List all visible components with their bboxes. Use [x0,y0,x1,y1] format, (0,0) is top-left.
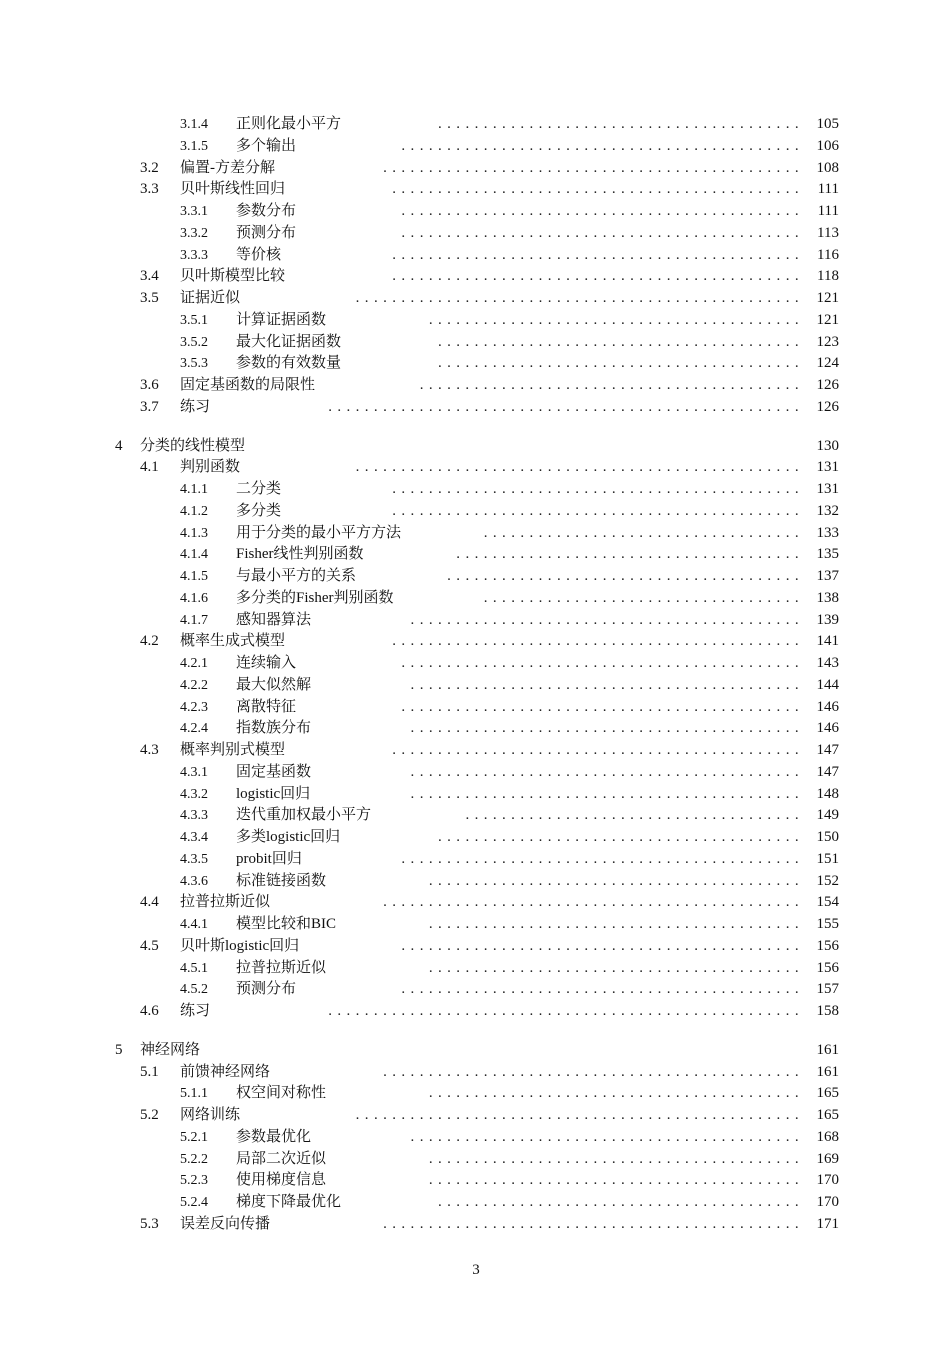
toc-section-entry[interactable] [0,397,952,419]
toc-entry-number: 3.7 [140,398,159,415]
toc-entry-number: 5.2.4 [180,1195,208,1210]
toc-section-entry[interactable] [0,1001,952,1023]
toc-entry-number: 3.4 [140,268,159,285]
toc-entry-page: 116 [817,246,839,263]
toc-dot-leader: ........................................ [438,1194,804,1210]
toc-entry-title: 概率判别式模型 [180,742,286,758]
toc-entry-title: 误差反向传播 [180,1215,271,1232]
toc-entry-title: 多分类 [236,502,282,519]
toc-entry-number: 4.4 [140,894,159,911]
toc-entry-title: 等价核 [236,246,282,263]
toc-entry-page: 135 [816,546,839,563]
toc-entry-page: 124 [816,355,839,372]
toc-dot-leader: ................................................. [355,1107,804,1123]
toc-subsection-entry[interactable] [0,245,952,267]
toc-section-entry[interactable] [0,631,952,653]
toc-dot-leader: ............................................. [392,502,804,519]
toc-dot-leader: ...................................... [456,546,804,563]
toc-subsection-entry[interactable] [0,805,952,827]
toc-entry-number: 4.1.1 [180,482,208,497]
toc-entry-number: 4.5.1 [180,960,208,976]
toc-entry-title: 贝叶斯模型比较 [180,268,286,285]
toc-entry-page: 168 [816,1128,839,1145]
toc-dot-leader: .................................................... [328,398,804,415]
toc-dot-leader: ........................................ [438,355,804,372]
toc-entry-title: 多类logistic回归 [236,829,341,845]
toc-subsection-entry[interactable] [0,784,952,806]
toc-dot-leader: ............................................ [401,655,804,671]
toc-entry-page: 126 [816,398,839,415]
toc-entry-page: 148 [816,785,839,802]
toc-entry-title: 概率生成式模型 [180,633,286,650]
toc-entry-title: 使用梯度信息 [236,1172,327,1189]
toc-entry-title: 多分类的Fisher判别函数 [236,589,394,606]
toc-entry-page: 105 [816,116,839,132]
toc-entry-title: logistic回归 [236,785,311,802]
toc-entry-page: 152 [816,872,839,889]
toc-subsection-entry[interactable] [0,1192,952,1214]
toc-entry-page: 171 [816,1215,839,1232]
toc-section-entry[interactable] [0,936,952,958]
toc-subsection-entry[interactable] [0,479,952,501]
toc-entry-page: 156 [816,959,839,976]
toc-entry-title: 权空间对称性 [236,1085,327,1102]
toc-subsection-entry[interactable] [0,610,952,632]
toc-entry-number: 3.5 [140,290,159,306]
toc-section-entry[interactable] [0,740,952,762]
toc-entry-title: 固定基函数 [236,763,312,780]
toc-dot-leader: ........................................ [438,829,804,845]
toc-subsection-entry[interactable] [0,958,952,980]
toc-entry-title: 离散特征 [236,698,297,715]
toc-dot-leader: ........................................... [410,785,804,802]
toc-entry-title: 练习 [180,1003,211,1019]
table-of-contents [0,114,952,1236]
toc-entry-page: 111 [817,203,839,219]
toc-section-entry[interactable] [0,1062,952,1084]
toc-dot-leader: ........................................... [410,611,804,628]
toc-entry-page: 151 [816,850,839,867]
toc-entry-page: 157 [816,981,839,998]
toc-entry-title: 最大化证据函数 [236,333,342,350]
toc-entry-page: 130 [816,437,839,454]
toc-entry-page: 144 [816,676,839,693]
toc-entry-page: 147 [816,742,839,758]
toc-entry-title: 练习 [180,398,211,415]
toc-entry-title: 正则化最小平方 [236,116,342,132]
toc-entry-page: 146 [816,698,839,715]
toc-dot-leader: ....................................... [447,568,804,584]
toc-subsection-entry[interactable] [0,1170,952,1192]
toc-entry-title: 计算证据函数 [236,311,327,328]
toc-dot-leader: ............................................ [401,203,804,219]
toc-dot-leader: ............................................. [392,181,804,198]
toc-entry-number: 3.3 [140,181,159,198]
toc-entry-title: 判别函数 [180,459,241,476]
toc-dot-leader: ................................................. [355,290,804,306]
toc-dot-leader: ............................................. [392,742,804,758]
toc-entry-number: 4.5.2 [180,982,208,998]
toc-entry-number: 3.2 [140,159,159,176]
toc-dot-leader: ......................................... [428,872,804,889]
toc-entry-page: 161 [816,1041,839,1058]
toc-entry-page: 106 [816,137,839,154]
toc-subsection-entry[interactable] [0,523,952,545]
toc-entry-page: 137 [816,568,839,584]
toc-entry-title: 参数分布 [236,203,297,219]
toc-entry-page: 170 [816,1194,839,1210]
toc-entry-number: 3.3.1 [180,204,208,219]
toc-entry-title: 预测分布 [236,224,297,241]
toc-dot-leader: ........................................ [438,116,804,132]
toc-subsection-entry[interactable] [0,310,952,332]
toc-subsection-entry[interactable] [0,588,952,610]
toc-entry-number: 3.3.2 [180,225,208,241]
toc-entry-title: 标准链接函数 [236,872,327,889]
toc-dot-leader: ......................................... [428,916,804,932]
toc-entry-title: 预测分布 [236,981,297,998]
toc-dot-leader: ................................... [483,524,804,541]
toc-entry-title: Fisher线性判别函数 [236,546,364,563]
toc-entry-page: 150 [816,829,839,845]
toc-entry-title: 多个输出 [236,137,297,154]
toc-entry-number: 4.1.2 [180,503,208,519]
toc-dot-leader: ............................................ [401,137,804,154]
toc-entry-title: 证据近似 [180,290,241,306]
toc-dot-leader: ............................................ [401,981,804,998]
toc-entry-number: 4.3 [140,742,159,758]
toc-subsection-entry[interactable] [0,827,952,849]
toc-entry-title: 感知器算法 [236,611,312,628]
toc-entry-title: 前馈神经网络 [180,1063,271,1080]
toc-entry-title: 参数最优化 [236,1128,312,1145]
toc-dot-leader: ......................................... [428,311,804,328]
toc-subsection-entry[interactable] [0,1083,952,1105]
toc-subsection-entry[interactable] [0,1127,952,1149]
toc-entry-number: 4.1.6 [180,590,208,606]
toc-entry-page: 113 [817,224,839,241]
toc-section-entry[interactable] [0,1214,952,1236]
toc-subsection-entry[interactable] [0,849,952,871]
toc-entry-title: 贝叶斯logistic回归 [180,937,300,954]
toc-entry-number: 5.1 [140,1063,159,1080]
toc-entry-number: 5.2 [140,1107,159,1123]
toc-section-entry[interactable] [0,1105,952,1127]
toc-dot-leader: ............................................ [401,698,804,715]
toc-subsection-entry[interactable] [0,675,952,697]
toc-section-entry[interactable] [0,892,952,914]
toc-entry-title: 模型比较和BIC [236,916,337,932]
toc-dot-leader: ............................................. [392,268,804,285]
toc-dot-leader: ............................................ [401,224,804,241]
toc-section-entry[interactable] [0,457,952,479]
toc-entry-page: 118 [817,268,839,285]
toc-dot-leader: .............................................. [383,159,804,176]
toc-entry-number: 4.1.4 [180,547,208,563]
toc-chapter-entry[interactable] [0,1040,952,1062]
toc-entry-page: 131 [816,481,839,497]
toc-subsection-entry[interactable] [0,1149,952,1171]
toc-dot-leader: .......................................... [419,377,804,393]
toc-section-entry[interactable] [0,375,952,397]
toc-subsection-entry[interactable] [0,353,952,375]
toc-entry-title: 神经网络 [140,1041,201,1058]
toc-dot-leader: ..................................... [465,807,804,824]
toc-entry-page: 155 [816,916,839,932]
toc-entry-page: 146 [816,720,839,737]
toc-entry-title: 偏置-方差分解 [180,159,275,176]
toc-entry-number: 4.3.4 [180,830,208,845]
toc-subsection-entry[interactable] [0,136,952,158]
toc-entry-page: 165 [816,1085,839,1102]
toc-subsection-entry[interactable] [0,762,952,784]
toc-entry-number: 5.2.1 [180,1129,208,1145]
toc-entry-number: 5.2.3 [180,1173,208,1189]
toc-dot-leader: ........................................... [410,1128,804,1145]
toc-subsection-entry[interactable] [0,653,952,675]
toc-entry-title: 梯度下降最优化 [236,1194,342,1210]
toc-subsection-entry[interactable] [0,223,952,245]
toc-dot-leader: ................................................. [355,459,804,476]
toc-dot-leader: ......................................... [428,1150,804,1167]
toc-entry-page: 131 [816,459,839,476]
toc-dot-leader: ................................... [483,589,804,606]
toc-dot-leader: ............................................ [401,850,804,867]
toc-entry-page: 121 [816,290,839,306]
toc-entry-page: 143 [816,655,839,671]
toc-dot-leader: .............................................. [383,1215,804,1232]
toc-subsection-entry[interactable] [0,718,952,740]
toc-entry-number: 4.4.1 [180,917,208,932]
toc-entry-number: 4 [115,437,123,454]
toc-entry-page: 156 [816,937,839,954]
toc-entry-title: 最大似然解 [236,676,312,693]
toc-entry-title: 连续输入 [236,655,297,671]
toc-entry-page: 132 [816,502,839,519]
toc-entry-number: 3.6 [140,377,159,393]
toc-entry-page: 133 [816,524,839,541]
toc-dot-leader: ........................................ [438,333,804,350]
toc-entry-title: 拉普拉斯近似 [180,894,271,911]
toc-entry-page: 123 [816,333,839,350]
toc-entry-number: 3.5.3 [180,356,208,372]
toc-entry-title: 分类的线性模型 [140,437,246,454]
toc-entry-number: 4.2.4 [180,721,208,737]
toc-dot-leader: .............................................. [383,1063,804,1080]
toc-entry-number: 5 [115,1041,123,1058]
toc-entry-number: 3.1.5 [180,138,208,154]
toc-entry-title: 用于分类的最小平方方法 [236,524,402,541]
toc-entry-number: 4.3.2 [180,786,208,802]
toc-entry-page: 138 [816,589,839,606]
toc-entry-number: 4.1.5 [180,569,208,584]
toc-entry-number: 4.3.1 [180,764,208,780]
toc-entry-title: 贝叶斯线性回归 [180,181,286,198]
toc-subsection-entry[interactable] [0,979,952,1001]
toc-entry-number: 5.3 [140,1215,159,1232]
toc-dot-leader: ............................................. [392,633,804,650]
toc-entry-page: 169 [816,1150,839,1167]
toc-dot-leader: .................................................... [328,1003,804,1019]
toc-dot-leader: ............................................. [392,481,804,497]
toc-entry-number: 4.2.2 [180,677,208,693]
toc-entry-page: 147 [816,763,839,780]
toc-entry-title: 局部二次近似 [236,1150,327,1167]
toc-section-entry[interactable] [0,158,952,180]
toc-dot-leader: ......................................... [428,1172,804,1189]
toc-entry-title: 迭代重加权最小平方 [236,807,372,824]
toc-entry-number: 4.1.3 [180,525,208,541]
toc-entry-number: 3.3.3 [180,247,208,263]
toc-entry-page: 111 [817,181,839,198]
toc-dot-leader: ........................................... [410,676,804,693]
toc-subsection-entry[interactable] [0,544,952,566]
toc-entry-number: 4.1.7 [180,612,208,628]
toc-entry-number: 3.5.2 [180,334,208,350]
toc-entry-number: 3.5.1 [180,312,208,328]
toc-dot-leader: ........................................... [410,720,804,737]
toc-subsection-entry[interactable] [0,201,952,223]
toc-entry-number: 5.1.1 [180,1086,208,1102]
toc-entry-page: 154 [816,894,839,911]
toc-subsection-entry[interactable] [0,501,952,523]
toc-dot-leader: ......................................... [428,959,804,976]
toc-entry-title: 与最小平方的关系 [236,568,357,584]
toc-entry-page: 149 [816,807,839,824]
toc-entry-page: 158 [816,1003,839,1019]
toc-entry-title: 指数族分布 [236,720,312,737]
toc-dot-leader: ............................................ [401,937,804,954]
toc-entry-page: 141 [816,633,839,650]
toc-subsection-entry[interactable] [0,871,952,893]
toc-subsection-entry[interactable] [0,914,952,936]
toc-section-entry[interactable] [0,179,952,201]
toc-entry-page: 170 [816,1172,839,1189]
toc-entry-number: 4.2 [140,633,159,650]
toc-dot-leader: ......................................... [428,1085,804,1102]
toc-entry-title: 固定基函数的局限性 [180,377,316,393]
toc-entry-number: 4.2.3 [180,699,208,715]
toc-entry-page: 126 [816,377,839,393]
toc-entry-number: 4.3.6 [180,873,208,889]
toc-subsection-entry[interactable] [0,332,952,354]
toc-entry-number: 4.6 [140,1003,159,1019]
toc-entry-number: 5.2.2 [180,1151,208,1167]
toc-entry-page: 165 [816,1107,839,1123]
toc-entry-number: 4.3.3 [180,808,208,824]
toc-dot-leader: .............................................. [383,894,804,911]
toc-entry-title: 网络训练 [180,1107,241,1123]
toc-entry-number: 4.5 [140,937,159,954]
toc-entry-page: 121 [816,311,839,328]
toc-entry-title: probit回归 [236,850,302,867]
toc-section-entry[interactable] [0,266,952,288]
toc-entry-title: 二分类 [236,481,282,497]
toc-subsection-entry[interactable] [0,114,952,136]
toc-entry-page: 108 [816,159,839,176]
page-number: 3 [472,1262,480,1278]
toc-section-entry[interactable] [0,288,952,310]
toc-subsection-entry[interactable] [0,566,952,588]
toc-dot-leader: ............................................. [392,246,804,263]
toc-entry-number: 4.3.5 [180,851,208,867]
toc-entry-number: 4.1 [140,459,159,476]
toc-entry-title: 拉普拉斯近似 [236,959,327,976]
toc-entry-number: 3.1.4 [180,117,208,132]
toc-chapter-entry[interactable] [0,436,952,458]
toc-entry-title: 参数的有效数量 [236,355,342,372]
toc-entry-page: 139 [816,611,839,628]
toc-subsection-entry[interactable] [0,697,952,719]
toc-dot-leader: ........................................... [410,763,804,780]
toc-entry-page: 161 [816,1063,839,1080]
toc-entry-number: 4.2.1 [180,656,208,671]
